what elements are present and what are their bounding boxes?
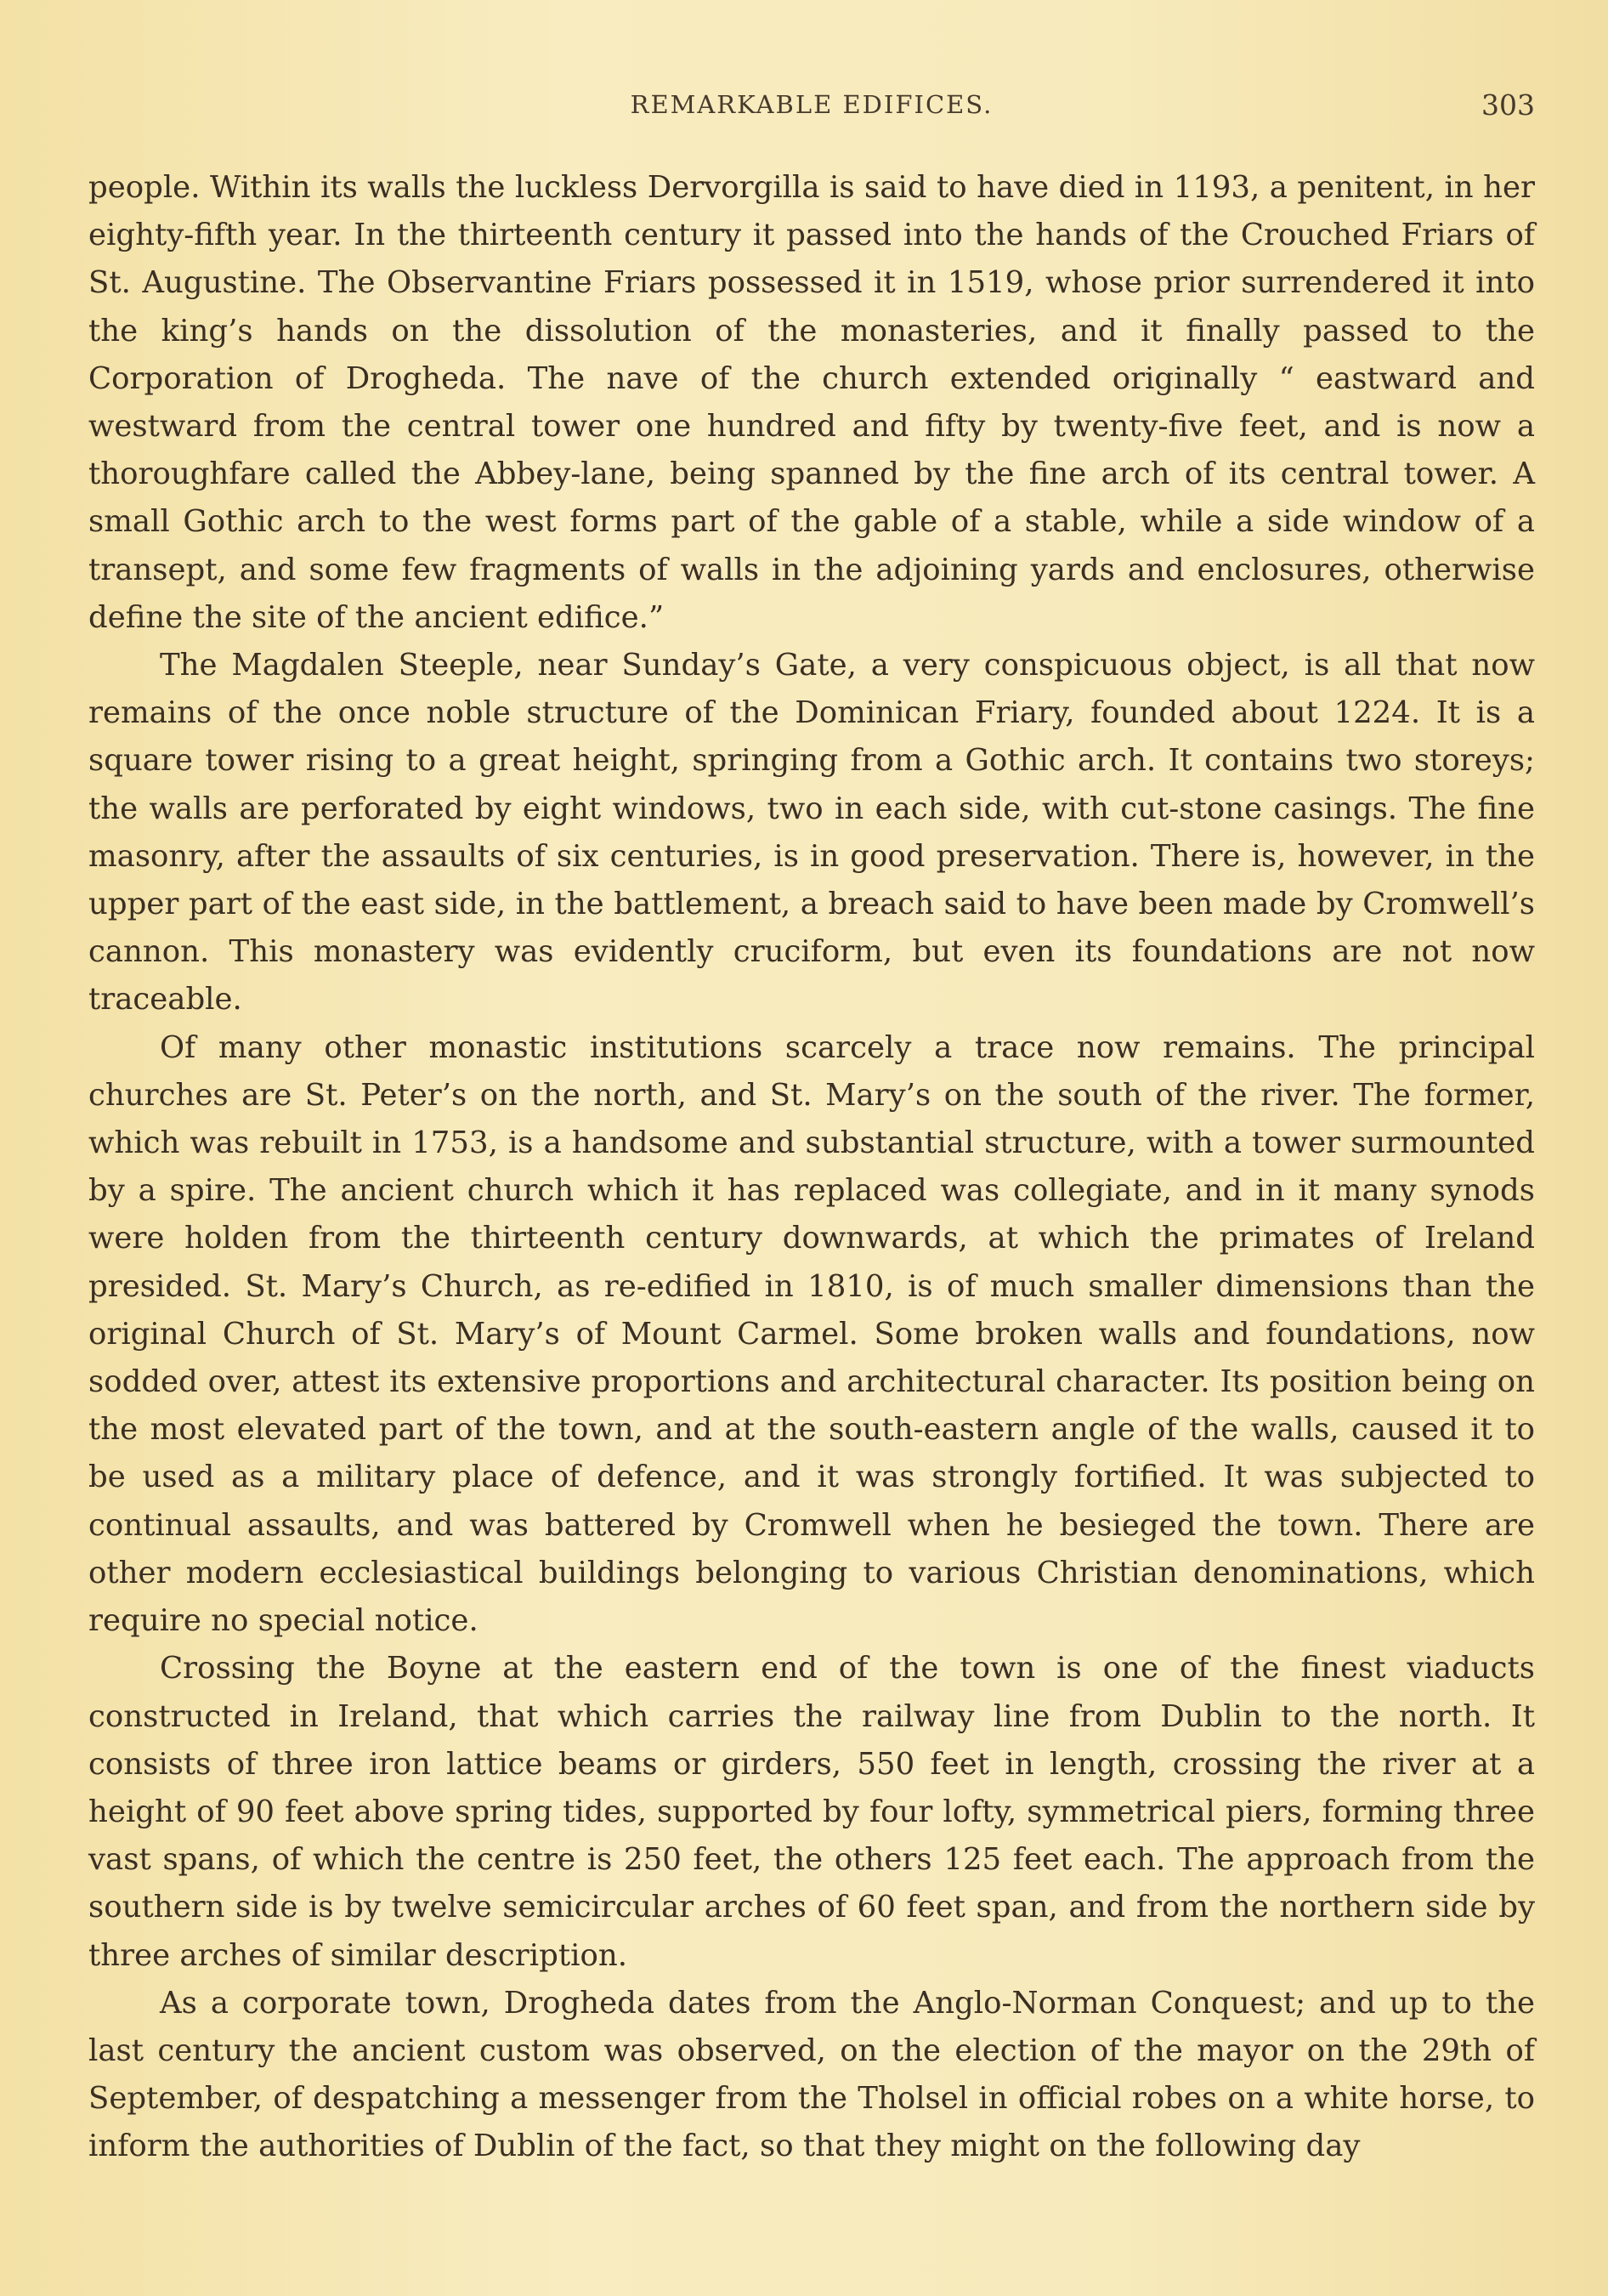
body-text — [88, 164, 1535, 2171]
paragraph-viaduct: Crossing the Boyne at the eastern end of the town is one of the finest viaducts constructed in Ireland, that which carries the railway line from Dublin to the north. It consists of three iron lattice beams or girders, 550 feet in length, crossing the river at a height of 90 feet above spring tides, supported by four lofty, symmetrical piers, forming three vast spans, of which the centre is 250 feet, the others 125 feet each. The approach from the southern side is by twelve semicircular arches of 60 feet span, and from the northern side by three arches of similar description. — [88, 1651, 1535, 1973]
paragraph-magdalen-steeple: The Magdalen Steeple, near Sunday’s Gate, a very conspicuous object, is all that now remains of the once noble structure of the Dominican Friary, founded about 1224. It is a square tower rising to a great height, springing from a Gothic arch. It contains two storeys; the walls are perforated by eight windows, two in each side, with cut-stone casings. The fine masonry, after the assaults of six centuries, is in good preservation. There is, however, in the upper part of the east side, in the battlement, a breach said to have been made by Cromwell’s cannon. This monastery was evidently cruciform, but even its foundations are not now traceable. — [88, 648, 1535, 1018]
running-head — [88, 83, 1535, 134]
running-title: REMARKABLE EDIFICES. — [630, 90, 994, 119]
paragraph-corporate-town: As a corporate town, Drogheda dates from the Anglo-Norman Conquest; and up to the last century the ancient custom was observed, on the election of the mayor on the 29th of September, of despatching a messenger from the Tholsel in official robes on a white horse, to inform the authorities of Dublin of the fact, so that they might on the following day — [88, 1985, 1535, 2164]
paragraph-churches: Of many other monastic institutions scarcely a trace now remains. The principal churches are St. Peter’s on the north, and St. Mary’s on the south of the river. The former, which was rebuilt in 1753, is a handsome and substantial structure, with a tower surmounted by a spire. The ancient church which it has replaced was collegiate, and in it many synods were holden from the thirteenth century downwards, at which the primates of Ireland presided. St. Mary’s Church, as re-edified in 1810, is of much smaller dimensions than the original Church of St. Mary’s of Mount Carmel. Some broken walls and foundations, now sodded over, attest its extensive proportions and architectural character. Its position being on the most elevated part of the town, and at the south-eastern angle of the walls, caused it to be used as a military place of defence, and it was strongly fortified. It was subjected to continual assaults, and was battered by Cromwell when he besieged the town. There are other modern ecclesiastical buildings belonging to various Christian denominations, which require no special notice. — [88, 1029, 1535, 1639]
paragraph-continuation: people. Within its walls the luckless Dervorgilla is said to have died in 1193, a penitent, in her eighty-fifth year. In the thirteenth century it passed into the hands of the Crouched Friars of St. Augustine. The Observantine Friars possessed it in 1519, whose prior surrendered it into the king’s hands on the dissolution of the monasteries, and it finally passed to the Corporation of Drogheda. The nave of the church extended originally “ eastward and westward from the central tower one hundred and fifty by twenty-five feet, and is now a thoroughfare called the Abbey-lane, being spanned by the fine arch of its central tower. A small Gothic arch to the west forms part of the gable of a stable, while a side window of a transept, and some few fragments of walls in the adjoining yards and enclosures, otherwise define the site of the ancient edifice.” — [88, 170, 1535, 635]
page-number: 303 — [1481, 88, 1535, 122]
